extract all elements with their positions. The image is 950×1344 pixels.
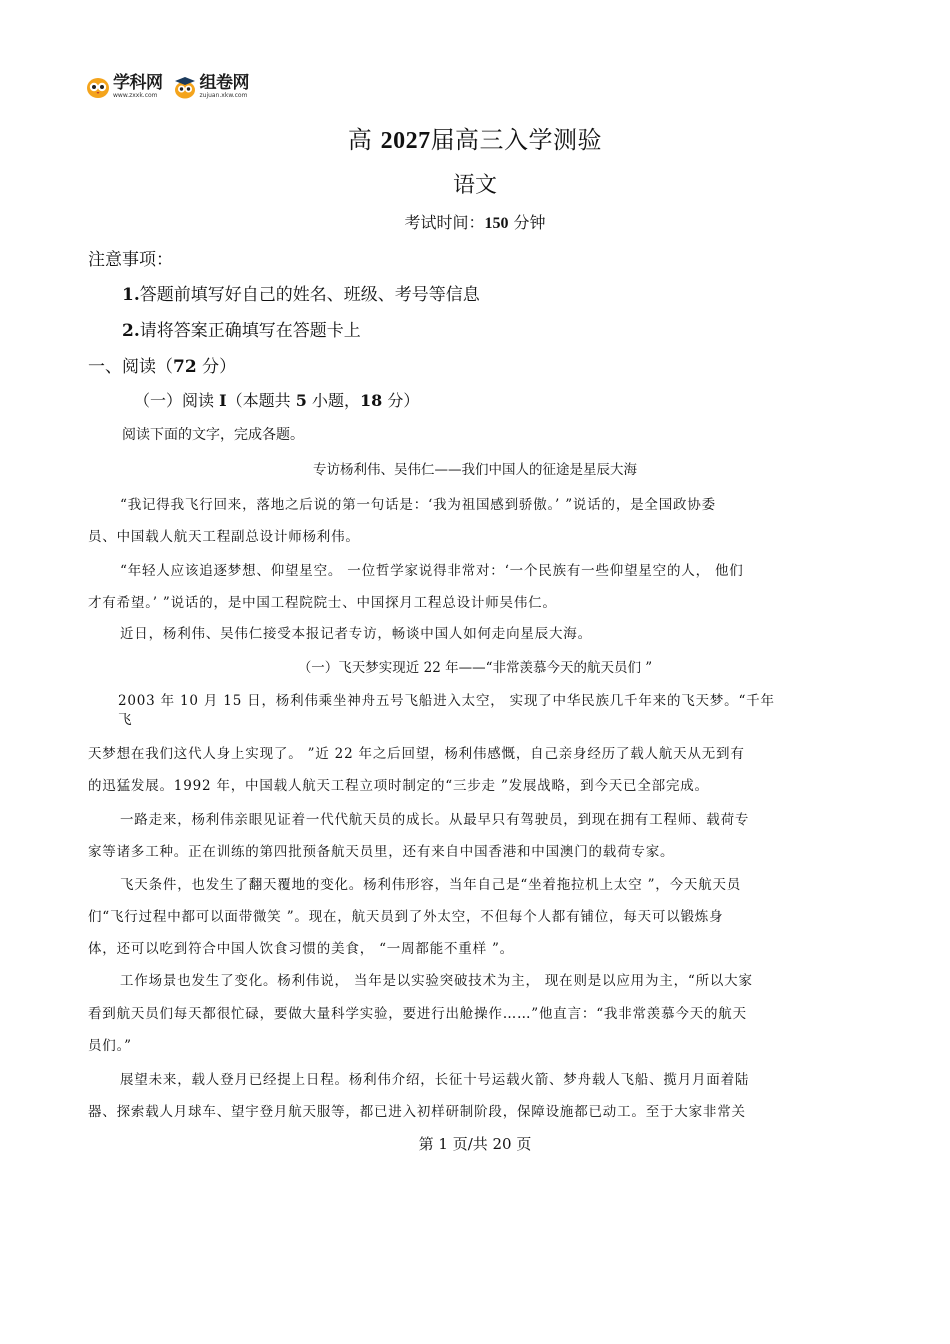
notice-item-2	[122, 316, 361, 341]
article-line: 看到航天员们每天都很忙碌，要做大量科学实验，要进行出舱操作……”他直言：“我非常羡慕今天的航天	[88, 1006, 747, 1022]
article-line: 员、中国载人航天工程副总设计师杨利伟。	[88, 529, 360, 545]
section-heading-prefix: 一、阅读（	[88, 357, 173, 377]
subsection-roman: I	[219, 391, 227, 410]
notice-item-2-num: 2.	[122, 321, 140, 341]
article-line: 家等诸多工种。正在训练的第四批预备航天员里，还有来自中国香港和中国澳门的载荷专家。	[88, 844, 675, 860]
title-prefix: 高	[347, 126, 373, 154]
section-heading-score: 72	[173, 357, 197, 377]
notice-item-2-text: 请将答案正确填写在答题卡上	[139, 321, 361, 341]
exam-title	[0, 120, 950, 155]
zujuan-logo-name: 组卷网	[199, 73, 249, 93]
subsection-suffix: 分）	[387, 391, 420, 410]
article-subhead: （一）飞天梦实现近 22 年——“非常羡慕今天的航天员们 ”	[297, 660, 653, 676]
article-line: 一路走来，杨利伟亲眼见证着一代代航天员的成长。从最早只有驾驶员，到现在拥有工程师、载荷专	[120, 812, 750, 828]
subsection-mid2: 小题，	[311, 391, 360, 410]
notice-title: 注意事项：	[88, 250, 173, 270]
article-line: 体，还可以吃到符合中国人饮食习惯的美食， “一周都能不重样 ”。	[88, 941, 514, 957]
article-line: 近日，杨利伟、吴伟仁接受本报记者专访，畅谈中国人如何走向星辰大海。	[120, 626, 592, 642]
title-year: 2027	[380, 128, 431, 154]
section-heading-suffix: 分）	[202, 357, 237, 377]
exam-time-label: 考试时间：	[404, 213, 485, 232]
article-title: 专访杨利伟、吴伟仁——我们中国人的征途是星辰大海	[313, 462, 637, 478]
title-suffix: 届高三入学测验	[430, 126, 603, 154]
graduate-owl-icon	[173, 75, 197, 99]
page-number: 第 1 页/共 20 页	[418, 1135, 532, 1153]
article-line: 才有希望。’ ”说话的，是中国工程院院士、中国探月工程总设计师吴伟仁。	[88, 595, 557, 611]
subsection-count: 5	[295, 391, 307, 410]
exam-time-unit: 分钟	[513, 213, 546, 232]
header-logos	[86, 70, 249, 104]
zxxk-logo-url: www.zxxk.com	[113, 92, 158, 99]
owl-icon	[86, 75, 110, 99]
zujuan-logo-url: zujuan.xkw.com	[199, 92, 248, 99]
article-line: 展望未来，载人登月已经提上日程。杨利伟介绍，长征十号运载火箭、梦舟载人飞船、揽月月面着陆	[120, 1072, 750, 1088]
notice-item-1	[122, 280, 480, 305]
exam-subject: 语文	[452, 173, 497, 198]
reading-instruction: 阅读下面的文字，完成各题。	[122, 427, 304, 443]
article-line: 工作场景也发生了变化。杨利伟说， 当年是以实验突破技术为主， 现在则是以应用为主，“所以大家	[120, 973, 753, 989]
article-line: 们“飞行过程中都可以面带微笑 ”。现在，航天员到了外太空，不但每个人都有铺位，每天可以锻炼身	[88, 909, 724, 925]
article-line: 员们。”	[88, 1038, 132, 1054]
exam-time-value: 150	[484, 215, 509, 232]
zujuan-logo	[173, 75, 250, 99]
article-line: 飞	[118, 712, 133, 728]
exam-time	[0, 210, 950, 233]
subsection-mid1: （本题共	[226, 391, 291, 410]
article-line: “年轻人应该追逐梦想、仰望星空。 一位哲学家说得非常对：‘一个民族有一些仰望星空的人， 他们	[120, 563, 744, 579]
section-heading	[88, 352, 236, 377]
zxxk-logo	[86, 75, 163, 99]
notice-item-1-text: 答题前填写好自己的姓名、班级、考号等信息	[139, 285, 480, 305]
article-line: 飞天条件，也发生了翻天覆地的变化。杨利伟形容，当年自己是“坐着拖拉机上太空 ”，今天航天员	[120, 877, 742, 893]
zxxk-logo-name: 学科网	[113, 73, 163, 93]
article-line: 的迅猛发展。1992 年，中国载人航天工程立项时制定的“三步走 ”发展战略，到今天已全部完成。	[88, 778, 709, 794]
article-line: 器、探索载人月球车、望宇登月航天服等，都已进入初样研制阶段，保障设施都已动工。至于大家非常关	[88, 1104, 746, 1120]
notice-item-1-num: 1.	[122, 285, 140, 305]
subsection-prefix: （一）阅读	[134, 391, 215, 410]
subsection-heading	[134, 388, 419, 411]
subsection-score: 18	[359, 391, 383, 410]
article-line: “我记得我飞行回来，落地之后说的第一句话是：‘我为祖国感到骄傲。’ ”说话的，是全国政协委	[120, 497, 716, 513]
article-line: 天梦想在我们这代人身上实现了。 ”近 22 年之后回望，杨利伟感慨，自己亲身经历了载人航天从无到有	[88, 746, 745, 762]
article-line: 2003 年 10 月 15 日，杨利伟乘坐神舟五号飞船进入太空， 实现了中华民族几千年来的飞天梦。“千年	[118, 693, 775, 709]
